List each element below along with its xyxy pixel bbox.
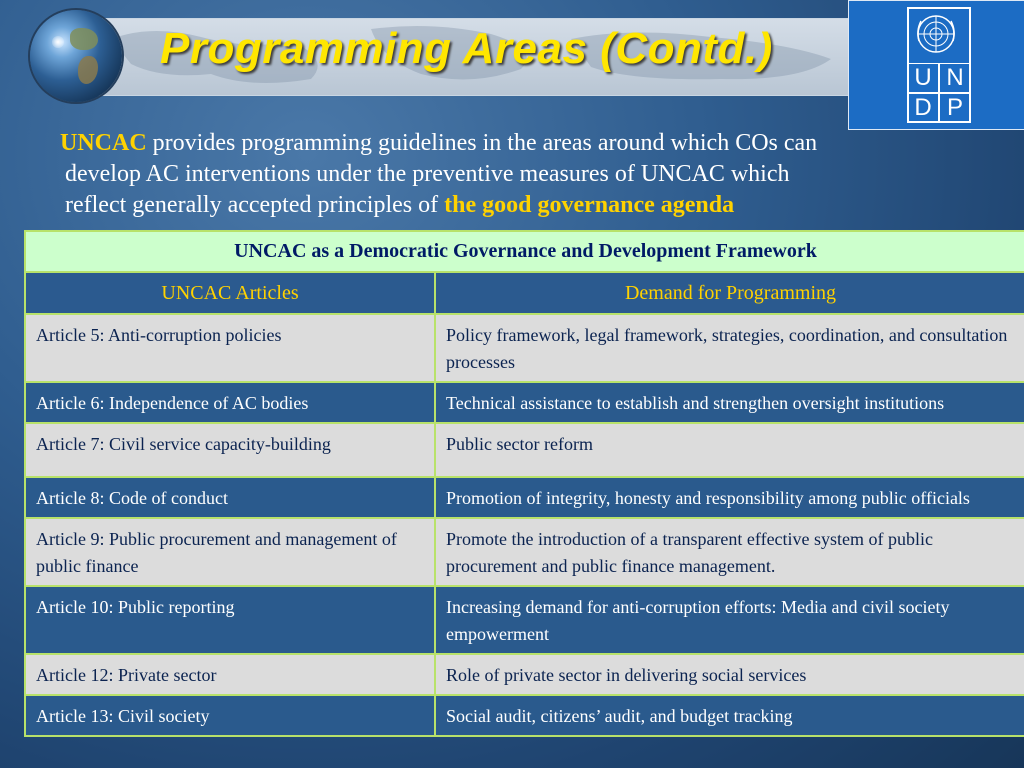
logo-letter: D <box>907 93 939 123</box>
logo-letter: N <box>939 63 971 93</box>
table-row <box>25 423 1024 477</box>
table-row <box>25 654 1024 695</box>
un-emblem-icon <box>913 11 959 57</box>
demand-cell: Public sector reform <box>435 423 1024 477</box>
intro-line-2: develop AC interventions under the preventive measures of UNCAC which <box>65 161 790 187</box>
table-row <box>25 518 1024 586</box>
framework-table <box>24 230 1024 737</box>
intro-paragraph <box>60 128 970 221</box>
demand-cell: Role of private sector in delivering social services <box>435 654 1024 695</box>
article-cell: Article 10: Public reporting <box>25 586 435 654</box>
logo-letter: U <box>907 63 939 93</box>
logo-letter: P <box>939 93 971 123</box>
globe-image <box>30 10 122 102</box>
uncac-highlight: UNCAC <box>60 130 147 156</box>
undp-logo <box>848 0 1024 130</box>
intro-line-1 <box>60 128 970 159</box>
article-cell: Article 5: Anti-corruption policies <box>25 314 435 382</box>
demand-cell: Policy framework, legal framework, strategies, coordination, and consultation processes <box>435 314 1024 382</box>
column-header-demand: Demand for Programming <box>435 272 1024 314</box>
article-cell: Article 13: Civil society <box>25 695 435 736</box>
column-header-articles: UNCAC Articles <box>25 272 435 314</box>
article-cell: Article 7: Civil service capacity-building <box>25 423 435 477</box>
table-row <box>25 314 1024 382</box>
table-row <box>25 695 1024 736</box>
table-row <box>25 586 1024 654</box>
demand-cell: Promotion of integrity, honesty and responsibility among public officials <box>435 477 1024 518</box>
undp-letters <box>907 63 971 121</box>
table-row <box>25 382 1024 423</box>
demand-cell: Social audit, citizens’ audit, and budget tracking <box>435 695 1024 736</box>
intro-line-3 <box>60 190 970 221</box>
table-caption: UNCAC as a Democratic Governance and Development Framework <box>25 231 1024 272</box>
intro-text: provides programming guidelines in the areas around which COs can <box>146 130 818 156</box>
article-cell: Article 6: Independence of AC bodies <box>25 382 435 423</box>
article-cell: Article 8: Code of conduct <box>25 477 435 518</box>
slide-title: Programming Areas (Contd.) <box>160 24 773 73</box>
article-cell: Article 12: Private sector <box>25 654 435 695</box>
good-governance-highlight: the good governance agenda <box>444 192 735 218</box>
article-cell: Article 9: Public procurement and management of public finance <box>25 518 435 586</box>
demand-cell: Technical assistance to establish and strengthen oversight institutions <box>435 382 1024 423</box>
demand-cell: Increasing demand for anti-corruption efforts: Media and civil society empowerment <box>435 586 1024 654</box>
demand-cell: Promote the introduction of a transparent effective system of public procurement and public finance management. <box>435 518 1024 586</box>
intro-text: reflect generally accepted principles of <box>65 192 445 218</box>
table-row <box>25 477 1024 518</box>
